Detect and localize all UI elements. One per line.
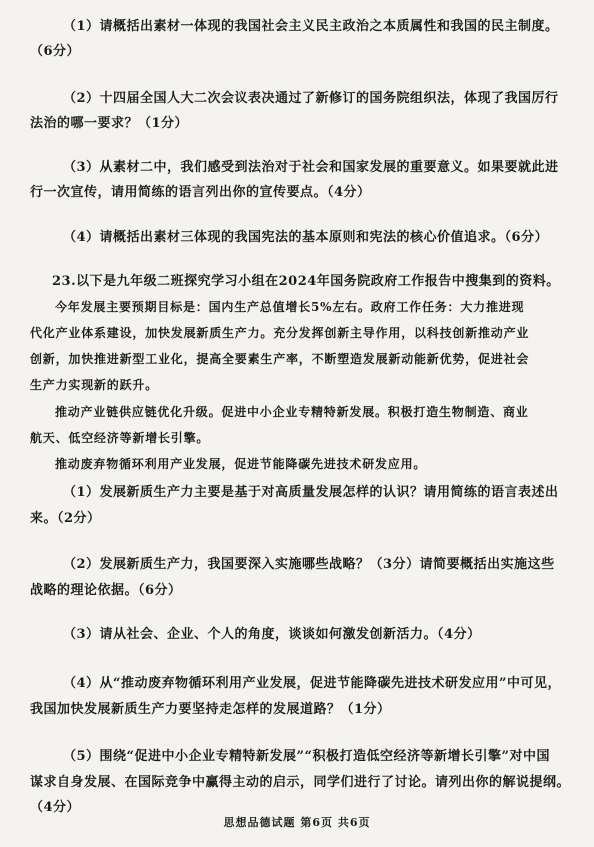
q23-intro: 23.以下是九年级二班探究学习小组在2024年国务院政府工作报告中搜集到的资料。 — [52, 274, 560, 289]
q23-4-line1: （4）从“推动废弃物循环利用产业发展，促进节能降碳先进技术研发应用”中可见， — [63, 676, 562, 691]
q23-5-line3: （4分） — [30, 800, 81, 815]
q23-material-line4: 生产力实现新的跃升。 — [30, 378, 159, 392]
q22-1-line1: （1）请概括出素材一体现的我国社会主义民主政治之本质属性和我国的民主制度。 — [63, 19, 559, 34]
q23-1-line2: 来。（2分） — [30, 511, 101, 526]
q23-1-line1: （1）发展新质生产力主要是基于对高质量发展怎样的认识？请用简练的语言表述出 — [63, 485, 559, 500]
q22-4-line1: （4）请概括出素材三体现的我国宪法的基本原则和宪法的核心价值追求。（6分） — [63, 230, 549, 245]
q22-3-line1: （3）从素材二中，我们感受到法治对于社会和国家发展的重要意义。如果要就此进 — [63, 160, 559, 175]
q23-2-line1: （2）发展新质生产力，我国要深入实施哪些战略？（3分）请简要概括出实施这些 — [63, 557, 555, 572]
q22-2-line2: 法治的哪一要求？（1分） — [30, 116, 189, 131]
q23-5-line2: 谋求自身发展、在国际竞争中赢得主动的启示，同学们进行了讨论。请列出你的解说提纲。 — [30, 775, 571, 790]
q23-material-line2: 代化产业体系建设，加快发展新质生产力。充分发挥创新主导作用，以科技创新推动产业 — [30, 326, 530, 340]
q23-material-line6: 航天、低空经济等新增长引擎。 — [30, 431, 210, 445]
q23-material-line1: 今年发展主要预期目标是：国内生产总值增长5%左右。政府工作任务：大力推进现 — [55, 300, 525, 314]
q23-4-line2: 我国加快发展新质生产力要坚持走怎样的发展道路？（1分） — [30, 702, 391, 717]
q23-5-line1: （5）围绕“促进中小企业专精特新发展”“积极打造低空经济等新增长引擎”对中国 — [63, 749, 550, 764]
q23-3-line1: （3）请从社会、企业、个人的角度，谈谈如何激发创新活力。（4分） — [63, 627, 481, 642]
q23-material-line7: 推动废弃物循环利用产业发展，促进节能降碳先进技术研发应用。 — [55, 457, 427, 471]
q22-1-line2: （6分） — [30, 44, 81, 59]
q22-2-line1: （2）十四届全国人大二次会议表决通过了新修订的国务院组织法，体现了我国厉行 — [63, 91, 559, 106]
q23-2-line2: 战略的理论依据。（6分） — [30, 583, 182, 598]
q23-material-line3: 创新，加快推进新型工业化，提高全要素生产率，不断塑造发展新动能新优势，促进社会 — [30, 352, 530, 366]
page-footer: 思想品德试题 第6页 共6页 — [223, 816, 371, 829]
q23-material-line5: 推动产业链供应链优化升级。促进中小企业专精特新发展。积极打造生物制造、商业 — [55, 405, 529, 419]
q22-3-line2: 行一次宣传，请用简练的语言列出你的宣传要点。（4分） — [30, 185, 371, 200]
